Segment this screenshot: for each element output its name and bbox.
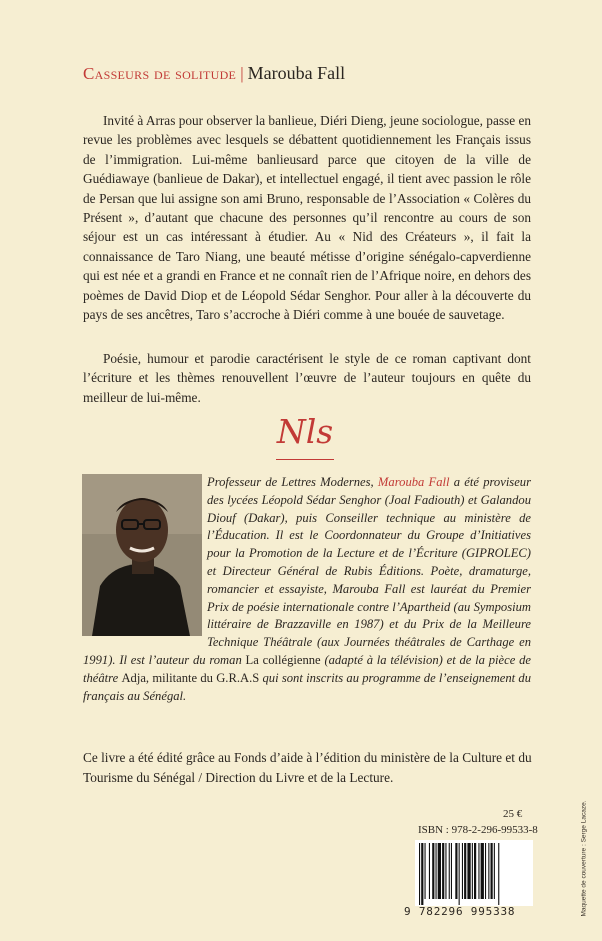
author-biography bbox=[83, 474, 531, 705]
barcode-bar bbox=[459, 843, 460, 905]
barcode-bar bbox=[464, 843, 466, 899]
back-cover-header bbox=[83, 63, 345, 84]
bio-play-title-end: du G.R.A.S bbox=[197, 670, 260, 685]
barcode-bar bbox=[494, 843, 495, 899]
barcode-bar bbox=[425, 843, 426, 899]
barcode-bar bbox=[488, 843, 489, 899]
barcode-bar bbox=[449, 843, 450, 899]
barcode-bar bbox=[442, 843, 444, 899]
barcode-bar bbox=[478, 843, 479, 899]
publisher-logo: Nls bbox=[276, 412, 334, 451]
style-paragraph: Poésie, humour et parodie caractérisent le style de ce roman captivant dont l’écriture et les thèmes renouvellent l’œuvre de l’auteur toujours en quête du meilleur de lui-même. bbox=[83, 351, 531, 405]
funding-notice: Ce livre a été édité grâce au Fonds d’aide à l’édition du ministère de la Culture et du Tourisme du Sénégal / Direction du Livre et de la Lecture. bbox=[83, 750, 532, 785]
barcode-bar bbox=[451, 843, 452, 899]
barcode-bar bbox=[462, 843, 463, 899]
bio-novel-title: La collégienne bbox=[245, 652, 321, 667]
bio-play-title: Adja, militante bbox=[121, 670, 198, 685]
barcode-bar bbox=[481, 843, 484, 899]
bio-body: a été proviseur des lycées Léopold Sédar Senghor (Joal Fadiouth) et Galandou Diouf (Dakar), puis Conseiller technique au ministère de l’Éducation. Il est le Coordonnateur du Groupe d’Initiatives pour la Promotion de la Lecture et de l’Écriture (GIPROLEC) et Directeur Général de Rubis Éditions. Poète, dramaturge, romancier et essayiste, Marouba Fall est lauréat du Premier Prix de poésie internationale contre l’Apartheid (au Symposium littéraire de Brazzaville en 1987) et du Prix de la Meilleure Technique Théâtrale (aux Journées théâtrales de Carthage en 1991). Il est l’auteur du roman bbox=[83, 475, 532, 667]
barcode-bar bbox=[421, 843, 423, 905]
barcode-bar bbox=[429, 843, 430, 899]
header-separator: | bbox=[240, 64, 244, 83]
synopsis-paragraph: Invité à Arras pour observer la banlieue, Diéri Dieng, jeune sociologue, passe en revue les problèmes avec lesquels se débattent quotidiennement les Français issus de l’immigration. Lui-même banlieusard parce que citoyen de la ville de Guédiawaye (banlieue de Dakar), et intellectuel engagé, il tient avec passion le rôle de Persan que lui assigne son ami Bruno, responsable de l’Association « Colères du Présent », d’autant que chacune des personnes qu’il rencontre au cours de son séjour est un cas intéressant à étudier. Au « Nid des Créateurs », il fait la connaissance de Taro Niang, une beauté métisse d’origine sénégalo-capverdienne qui est née et a grandi en France et ne connaît rien de l’Afrique noire, en dehors des poèmes de David Diop et de Léopold Sédar Senghor. Pour aller à la découverte du pays de ses ancêtres, Taro s’accroche à Diéri comme à une bouée de sauvetage. bbox=[83, 113, 531, 323]
bio-intro: Professeur de Lettres Modernes, bbox=[207, 475, 378, 489]
bio-author-name: Marouba Fall bbox=[377, 475, 450, 489]
photo-float-spacer bbox=[83, 474, 207, 640]
barcode-bar bbox=[432, 843, 434, 899]
isbn: ISBN : 978-2-296-99533-8 bbox=[418, 824, 538, 836]
barcode-bar bbox=[485, 843, 486, 899]
barcode bbox=[415, 840, 533, 906]
barcode-bar bbox=[419, 843, 420, 905]
barcode-bar bbox=[438, 843, 441, 899]
barcode-bar bbox=[472, 843, 473, 899]
barcode-bar bbox=[436, 843, 437, 899]
barcode-bar bbox=[455, 843, 457, 899]
price: 25 € bbox=[503, 808, 523, 820]
bio-mid: (adapté à la télévision) et de la pièce de théâtre bbox=[83, 652, 531, 685]
bio-tail: qui sont inscrits au programme de l’enseignement du français au Sénégal. bbox=[83, 670, 532, 703]
barcode-bar bbox=[498, 843, 499, 905]
barcode-bar bbox=[491, 843, 493, 899]
logo-divider bbox=[276, 459, 334, 460]
author-name: Marouba Fall bbox=[247, 63, 346, 83]
series-title: Casseurs de solitude bbox=[83, 64, 237, 83]
barcode-bar bbox=[467, 843, 470, 899]
barcode-bar bbox=[474, 843, 476, 899]
cover-credit bbox=[577, 770, 587, 920]
barcode-digits: 9 782296 995338 bbox=[404, 905, 516, 918]
cover-credit-text: Maquette de couverture : Serge Lacaze. bbox=[580, 800, 588, 917]
barcode-bar bbox=[445, 843, 446, 899]
